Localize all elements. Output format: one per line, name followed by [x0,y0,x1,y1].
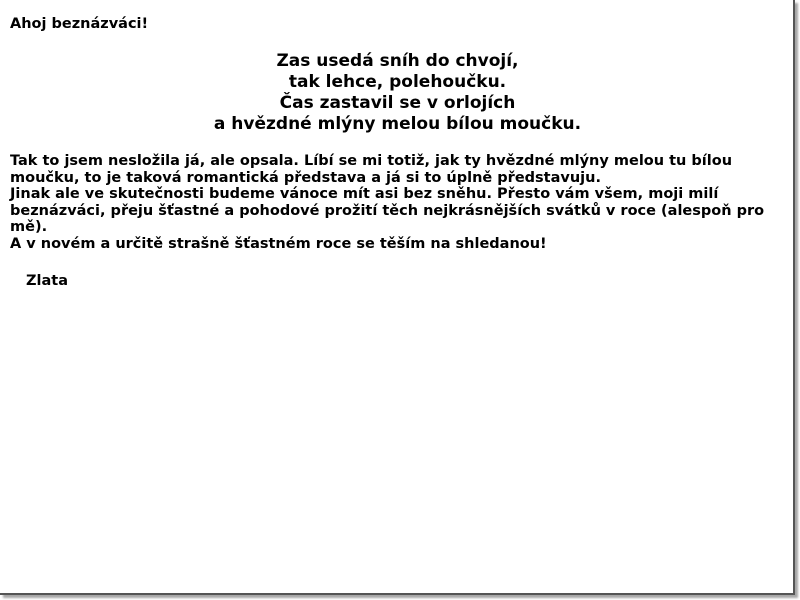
poem-line: Čas zastavil se v orlojích [279,93,516,113]
paragraph: Jinak ale ve skutečnosti budeme vánoce mít asi bez sněhu. Přesto vám všem, moji milí beznázváci, přeju šťastné a pohodové prožití těch nejkrásnějších svátků v roce (alespoň pro mě). [10,186,765,235]
poem-line: tak lehce, polehoučku. [288,72,507,92]
paragraph: A v novém a určitě strašně šťastném roce se těším na shledanou! [10,235,547,252]
poem [10,51,785,135]
letter-body [10,153,785,252]
greeting: Ahoj beznázváci! [10,16,149,32]
poem-line: a hvězdné mlýny melou bílou moučku. [213,114,582,134]
paragraph: Tak to jsem nesložila já, ale opsala. Líbí se mi totiž, jak ty hvězdné mlýny melou tu bílou moučku, to je taková romantická představa a já si to úplně představuju. [10,153,733,186]
signature: Zlata [26,273,68,289]
poem-line: Zas usedá sníh do chvojí, [276,51,519,71]
letter-content [10,15,785,290]
